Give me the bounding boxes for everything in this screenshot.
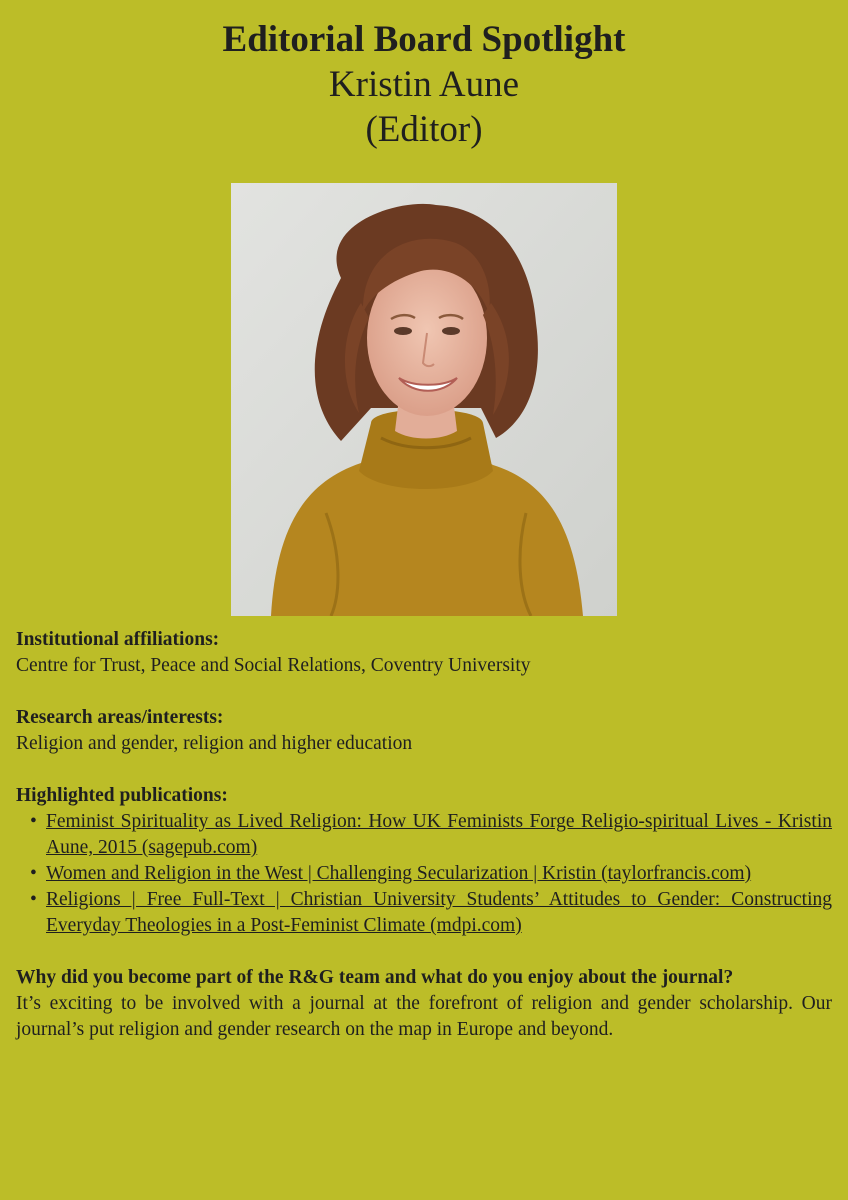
affiliations-text: Centre for Trust, Peace and Social Relations, Coventry University: [16, 655, 531, 676]
profile-content: [16, 627, 832, 1069]
why-text: It’s exciting to be involved with a journal at the forefront of religion and gender scholarship. Our journal’s put religion and gender research on the map in Europe and beyond.: [16, 993, 832, 1040]
person-name: Kristin Aune: [328, 64, 520, 105]
publications-heading: Highlighted publications:: [16, 785, 228, 806]
page-header: [0, 18, 848, 152]
why-heading: Why did you become part of the R&G team and what do you enjoy about the journal?: [16, 967, 734, 988]
list-item: [46, 887, 832, 939]
list-item: [46, 861, 832, 887]
affiliations-heading: Institutional affiliations:: [16, 629, 220, 650]
publication-link[interactable]: Women and Religion in the West | Challenging Secularization | Kristin (taylorfrancis.com): [46, 863, 752, 884]
why-section: [16, 965, 832, 1043]
research-section: [16, 705, 832, 757]
publication-link[interactable]: Feminist Spirituality as Lived Religion: How UK Feminists Forge Religio-spiritual Lives - Kristin Aune, 2015 (sagepub.com): [46, 811, 832, 858]
affiliations-section: [16, 627, 832, 679]
research-heading: Research areas/interests:: [16, 707, 224, 728]
publications-section: [16, 783, 832, 939]
person-role: (Editor): [365, 109, 483, 150]
research-text: Religion and gender, religion and higher education: [16, 733, 413, 754]
list-item: [46, 809, 832, 861]
portrait-photo: [231, 183, 617, 616]
page-title: Editorial Board Spotlight: [222, 19, 626, 60]
publication-link[interactable]: Religions | Free Full-Text | Christian University Students’ Attitudes to Gender: Constructing Everyday Theologies in a Post-Feminist Climate (mdpi.com): [46, 889, 832, 936]
publications-list: [16, 809, 832, 939]
